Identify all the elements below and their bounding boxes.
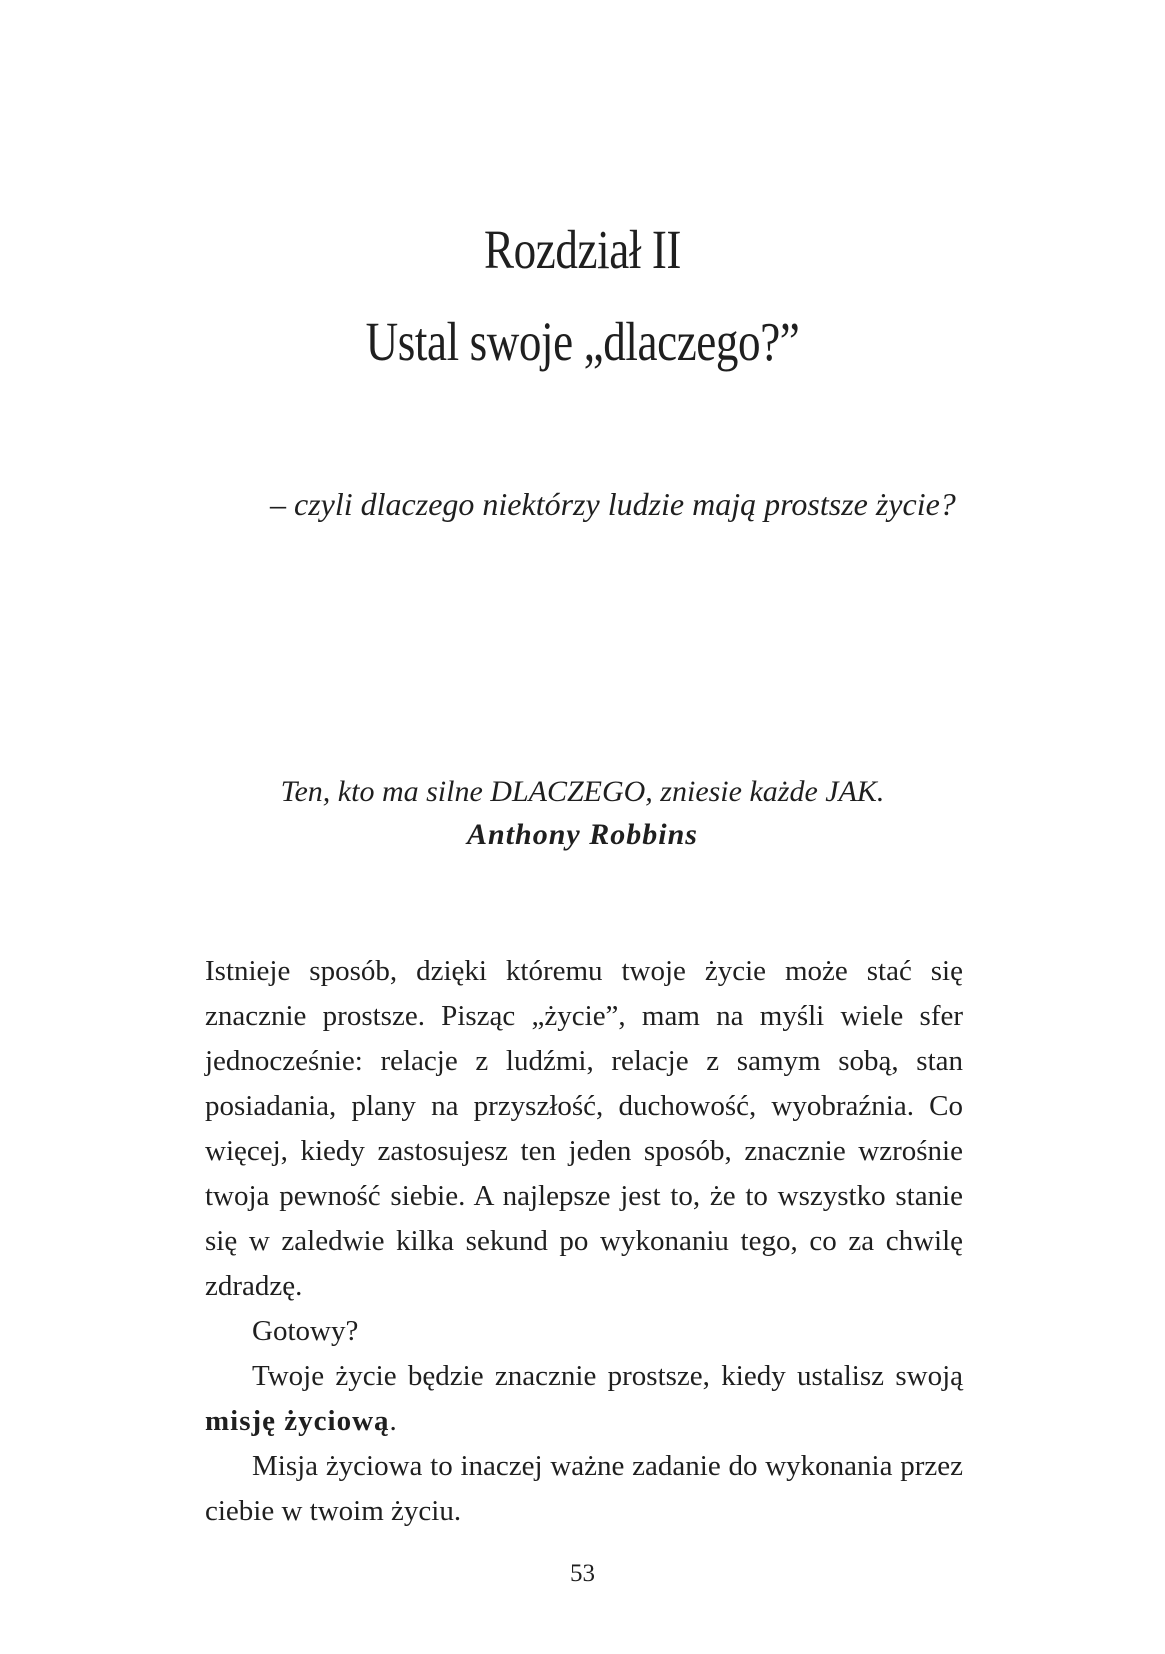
chapter-subtitle: – czyli dlaczego niektórzy ludzie mają prostsze życie?: [270, 486, 956, 522]
epigraph-author: Anthony Robbins: [467, 818, 698, 851]
page-number: 53: [570, 1560, 595, 1587]
paragraph-4: Misja życiowa to inaczej ważne zadanie do wykonania przez ciebie w twoim życiu.: [205, 1450, 963, 1527]
paragraph-3: [205, 1354, 963, 1444]
epigraph-quote: Ten, kto ma silne DLACZEGO, zniesie każde JAK.: [280, 775, 885, 808]
paragraph-3-end: .: [389, 1405, 397, 1437]
paragraph-2: Gotowy?: [252, 1315, 359, 1347]
paragraph-1: Istnieje sposób, dzięki któremu twoje życie może stać się znacznie prostsze. Pisząc „życie”, mam na myśli wiele sfer jednocześnie: relacje z ludźmi, relacje z samym sobą, stan posiadania, plany na przyszłość, duchowość, wyobraźnia. Co więcej, kiedy zastosujesz ten jeden sposób, znacznie wzrośnie twoja pewność siebie. A najlepsze jest to, że to wszystko stanie się w zaledwie kilka sekund po wykonaniu tego, co za chwilę zdradzę.: [205, 955, 963, 1302]
chapter-heading: Ustal swoje „dlaczego?”: [365, 311, 800, 372]
body-text: [205, 949, 963, 1534]
chapter-label: Rozdział II: [483, 219, 682, 280]
paragraph-3-emphasis: misję życiową: [205, 1405, 390, 1437]
paragraph-3-text: Twoje życie będzie znacznie prostsze, kiedy ustalisz swoją: [252, 1360, 963, 1392]
